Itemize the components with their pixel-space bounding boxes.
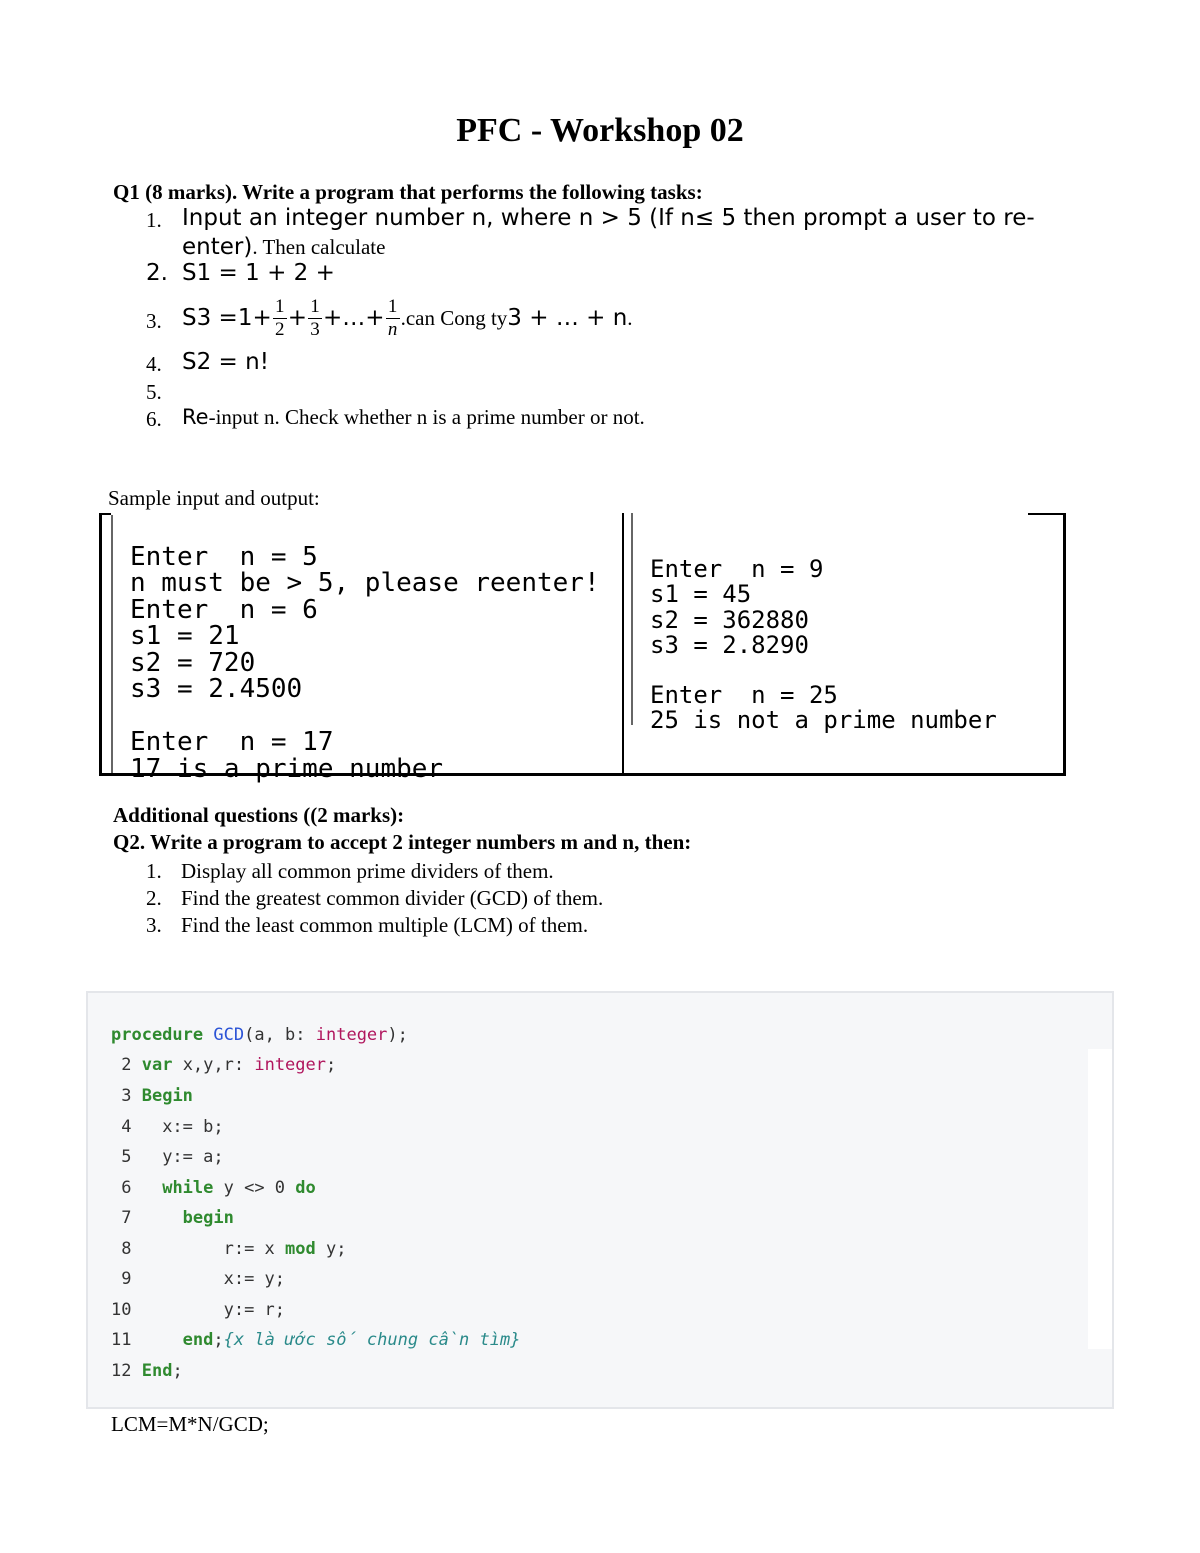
q2-item-3-text: Find the least common multiple (LCM) of them. <box>181 913 589 937</box>
code-line-number: 11 <box>111 1330 132 1350</box>
formula-tail: . <box>627 305 633 330</box>
q1-item-1-enter: enter) <box>182 234 253 260</box>
console-left-inner-border <box>111 515 113 776</box>
code-text: (a, b: <box>244 1025 316 1045</box>
console-output-left <box>130 517 600 809</box>
code-line-6 <box>111 1178 316 1198</box>
q2-item-1-number: 1. <box>146 859 162 883</box>
console-line: Enter n = 5 <box>130 541 318 572</box>
console-right-top-tick <box>1028 513 1065 515</box>
sample-label: Sample input and output: <box>108 486 320 510</box>
console-right-outer-border <box>1063 513 1066 776</box>
console-divider <box>622 513 624 776</box>
fraction-half <box>273 297 287 340</box>
code-type: integer <box>315 1025 388 1045</box>
console-line: Enter n = 9 <box>650 555 824 584</box>
formula-s3-prefix: S3 =1+ <box>182 305 272 331</box>
code-line-11 <box>111 1330 520 1350</box>
code-text: x:= b; <box>131 1117 224 1137</box>
console-line: s3 = 2.4500 <box>130 674 303 704</box>
code-line-8 <box>111 1239 346 1259</box>
console-line: 17 is a prime number <box>130 753 444 784</box>
console-right-inner-border <box>631 513 633 725</box>
lcm-formula: LCM=M*N/GCD; <box>111 1412 269 1436</box>
code-text: y:= r; <box>223 1300 286 1320</box>
code-line-12 <box>111 1361 183 1381</box>
code-keyword: begin <box>182 1208 234 1228</box>
fraction-denominator: n <box>387 318 398 340</box>
q1-item-2-text: S1 = 1 + 2 + <box>182 260 335 286</box>
code-keyword: End <box>141 1361 173 1381</box>
code-comment: {x là ước số chung cần tìm} <box>223 1330 521 1350</box>
code-line-number: 9 <box>111 1269 132 1289</box>
console-line: Enter n = 6 <box>130 594 318 625</box>
q1-item-4-number: 4. <box>146 352 162 376</box>
fraction-numerator: 1 <box>387 295 398 317</box>
formula-ellipsis: +…+ <box>323 305 385 331</box>
q1-item-3-formula <box>182 290 633 346</box>
code-line-number: 6 <box>111 1178 132 1198</box>
code-keyword: Begin <box>141 1086 193 1106</box>
q1-item-1-number: 1. <box>146 208 162 232</box>
code-line-number: 3 <box>111 1086 132 1106</box>
q1-heading: Q1 (8 marks). Write a program that performs the following tasks: <box>113 180 703 204</box>
q1-item-3-number: 3. <box>146 309 162 333</box>
console-left-outer-border <box>99 513 102 776</box>
fraction-one-over-n <box>386 297 400 340</box>
formula-sans-text: 3 + … + n <box>507 305 628 331</box>
code-line-number: 5 <box>111 1147 132 1167</box>
code-line-number: 7 <box>111 1208 132 1228</box>
code-keyword: mod <box>285 1239 316 1259</box>
code-text: y <> 0 <box>213 1178 296 1198</box>
code-text: ; <box>326 1055 337 1075</box>
code-text: ; <box>172 1361 183 1381</box>
additional-heading: Additional questions ((2 marks): <box>113 803 405 827</box>
console-line: 25 is not a prime number <box>650 706 997 735</box>
code-text: x,y,r: <box>172 1055 255 1075</box>
code-text: r:= x <box>223 1239 286 1259</box>
formula-serif-text: .can Cong ty <box>400 305 508 330</box>
code-type: integer <box>254 1055 326 1075</box>
fraction-numerator: 1 <box>274 295 285 317</box>
code-line-7 <box>111 1208 234 1228</box>
q1-item-4-text: S2 = n! <box>182 349 269 375</box>
code-line-number: 10 <box>111 1300 132 1320</box>
code-line-number: 12 <box>111 1361 132 1381</box>
code-keyword: var <box>141 1055 173 1075</box>
page-title: PFC - Workshop 02 <box>456 112 744 149</box>
console-line: Enter n = 25 <box>650 681 838 710</box>
console-line: s1 = 21 <box>130 621 240 651</box>
q1-item-1-line2 <box>182 234 385 260</box>
console-line: s3 = 2.8290 <box>650 630 809 659</box>
q2-item-3-number: 3. <box>146 913 162 937</box>
formula-plus: + <box>287 305 308 331</box>
fraction-third <box>308 297 322 340</box>
code-text: ; <box>213 1330 224 1350</box>
code-line-9 <box>111 1269 285 1289</box>
fraction-denominator: 2 <box>274 318 285 340</box>
code-keyword: end <box>182 1330 214 1350</box>
q2-item-1-text: Display all common prime dividers of them. <box>181 859 554 883</box>
code-text: y:= a; <box>131 1147 224 1167</box>
code-function-name: GCD <box>213 1025 245 1045</box>
code-line-4 <box>111 1117 224 1137</box>
q1-item-1-then: . Then calculate <box>252 235 386 259</box>
code-text: ); <box>387 1025 408 1045</box>
console-line <box>650 658 997 683</box>
code-line-2 <box>111 1055 336 1075</box>
console-line: n must be > 5, please reenter! <box>130 568 600 598</box>
console-line <box>130 703 600 730</box>
q1-item-6-rest: -input n. Check whether n is a prime number or not. <box>208 405 645 429</box>
code-keyword: while <box>162 1178 214 1198</box>
code-line-number: 2 <box>111 1055 132 1075</box>
q2-heading: Q2. Write a program to accept 2 integer numbers m and n, then: <box>113 830 692 854</box>
code-line-5 <box>111 1147 224 1167</box>
code-keyword: do <box>295 1178 316 1198</box>
q1-item-2-number: 2. <box>146 260 168 286</box>
q1-item-1-line1: Input an integer number n, where n > 5 (If n≤ 5 then prompt a user to re- <box>182 205 1035 231</box>
console-line: Enter n = 17 <box>130 727 334 757</box>
code-line-number: 4 <box>111 1117 132 1137</box>
console-output-right <box>650 532 997 759</box>
console-line: s2 = 362880 <box>650 605 809 634</box>
code-scroll-gutter <box>1088 1049 1112 1349</box>
code-line-number: 8 <box>111 1239 132 1259</box>
code-line-3 <box>111 1086 193 1106</box>
q2-item-2-number: 2. <box>146 886 162 910</box>
code-line-10 <box>111 1300 285 1320</box>
code-text: y; <box>315 1239 347 1259</box>
q1-item-6-re: Re <box>182 405 209 429</box>
fraction-numerator: 1 <box>310 295 320 317</box>
q1-item-6-number: 6. <box>146 407 162 431</box>
q1-item-6-text <box>182 405 645 430</box>
q2-item-2-text: Find the greatest common divider (GCD) of them. <box>181 886 604 910</box>
console-line: s2 = 720 <box>130 647 256 678</box>
code-text: x:= y; <box>223 1269 286 1289</box>
console-line: s1 = 45 <box>650 580 752 609</box>
fraction-denominator: 3 <box>310 318 320 340</box>
code-keyword: procedure <box>111 1025 204 1045</box>
console-left-top-tick <box>99 513 111 515</box>
code-line-1 <box>111 1025 408 1045</box>
q1-item-5-number: 5. <box>146 380 162 404</box>
